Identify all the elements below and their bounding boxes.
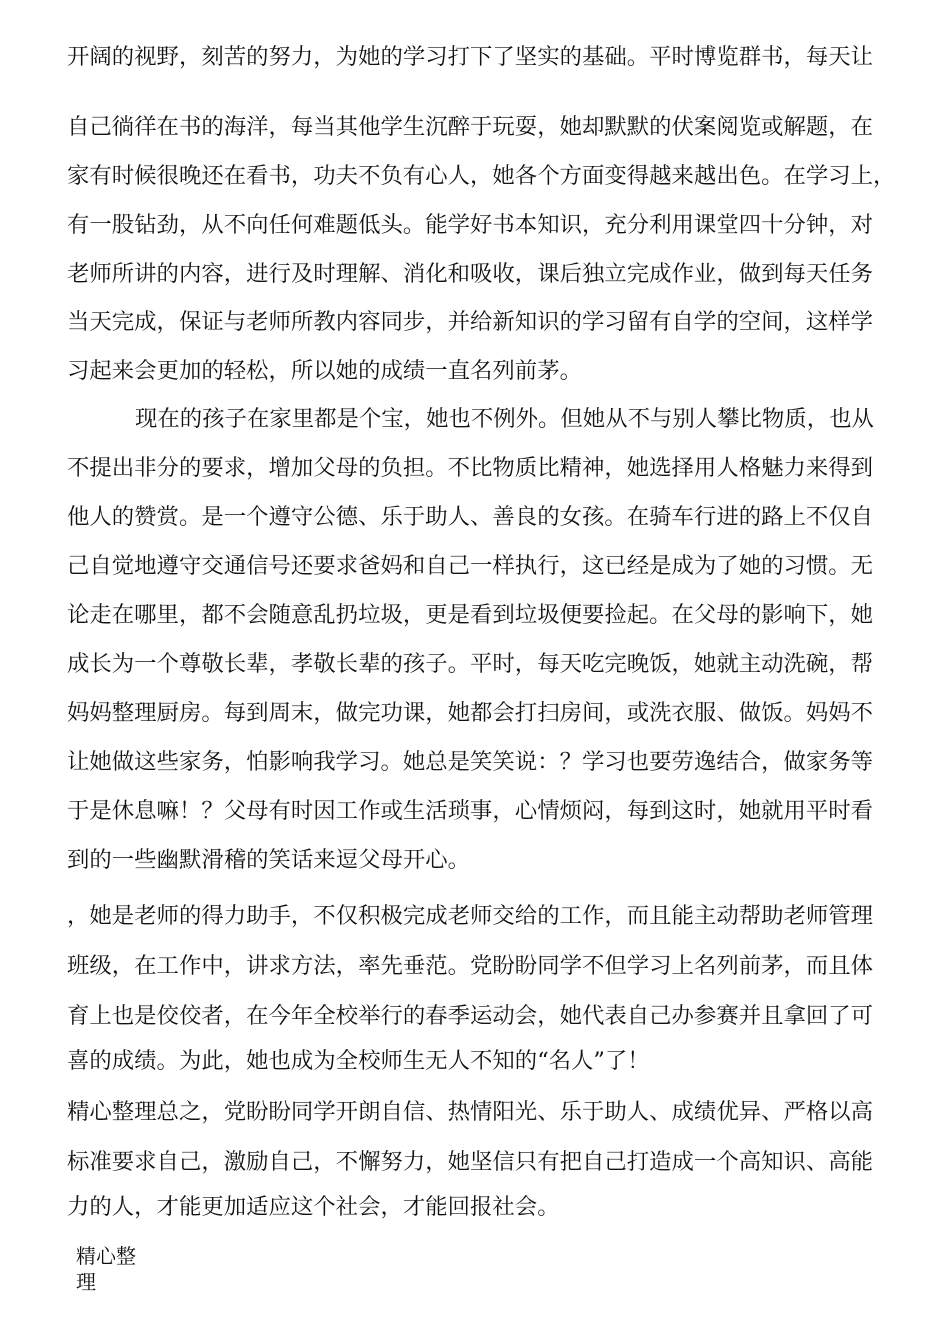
text-line: 于是休息嘛！？父母有时因工作或生活琐事，心情烦闷，每到这时，她就用平时看: [67, 798, 874, 824]
text-line: 论走在哪里，都不会随意乱扔垃圾，更是看到垃圾便要捡起。在父母的影响下，她: [67, 602, 874, 628]
text-line: 喜的成绩。为此，她也成为全校师生无人不知的“名人”了！: [67, 1048, 650, 1074]
text-line: 自己徜徉在书的海洋，每当其他学生沉醉于玩耍，她却默默的伏案阅览或解题，在: [67, 114, 874, 140]
text-line: 到的一些幽默滑稽的笑话来逗父母开心。: [67, 847, 471, 873]
text-line: 现在的孩子在家里都是个宝，她也不例外。但她从不与别人攀比物质，也从: [135, 406, 874, 432]
text-line: ，她是老师的得力助手，不仅积极完成老师交给的工作，而且能主动帮助老师管理: [67, 903, 874, 929]
text-line: 育上也是佼佼者，在今年全校举行的春季运动会，她代表自己办参赛并且拿回了可: [67, 1003, 874, 1029]
footer-line: 理: [76, 1270, 96, 1294]
text-line: 妈妈整理厨房。每到周末，做完功课，她都会打扫房间，或洗衣服、做饭。妈妈不: [67, 700, 874, 726]
text-line: 力的人，才能更加适应这个社会，才能回报社会。: [67, 1194, 560, 1220]
text-line: 开阔的视野，刻苦的努力，为她的学习打下了坚实的基础。平时博览群书，每天让: [67, 44, 874, 70]
text-line: 有一股钻劲，从不向任何难题低头。能学好书本知识，充分利用课堂四十分钟，对: [67, 212, 874, 238]
text-line: 标准要求自己，激励自己，不懈努力，她坚信只有把自己打造成一个高知识、高能: [67, 1149, 874, 1175]
text-line: 家有时候很晚还在看书，功夫不负有心人，她各个方面变得越来越出色。在学习上，: [67, 163, 896, 189]
text-line: 当天完成，保证与老师所教内容同步，并给新知识的学习留有自学的空间，这样学: [67, 309, 874, 335]
text-line: 班级，在工作中，讲求方法，率先垂范。党盼盼同学不但学习上名列前茅，而且体: [67, 953, 874, 979]
text-line: 成长为一个尊敬长辈，孝敬长辈的孩子。平时，每天吃完晚饭，她就主动洗碗，帮: [67, 651, 874, 677]
text-line: 不提出非分的要求，增加父母的负担。不比物质比精神，她选择用人格魅力来得到: [67, 455, 874, 481]
text-line: 老师所讲的内容，进行及时理解、消化和吸收，课后独立完成作业，做到每天任务: [67, 261, 874, 287]
text-line: 习起来会更加的轻松，所以她的成绩一直名列前茅。: [67, 358, 582, 384]
text-line: 他人的赞赏。是一个遵守公德、乐于助人、善良的女孩。在骑车行进的路上不仅自: [67, 504, 874, 530]
text-line: 让她做这些家务，怕影响我学习。她总是笑笑说：？学习也要劳逸结合，做家务等: [67, 749, 874, 775]
text-line: 己自觉地遵守交通信号还要求爸妈和自己一样执行，这已经是成为了她的习惯。无: [67, 553, 874, 579]
text-line: 精心整理总之，党盼盼同学开朗自信、热情阳光、乐于助人、成绩优异、严格以高: [67, 1099, 874, 1125]
footer-line: 精心整: [76, 1244, 136, 1268]
